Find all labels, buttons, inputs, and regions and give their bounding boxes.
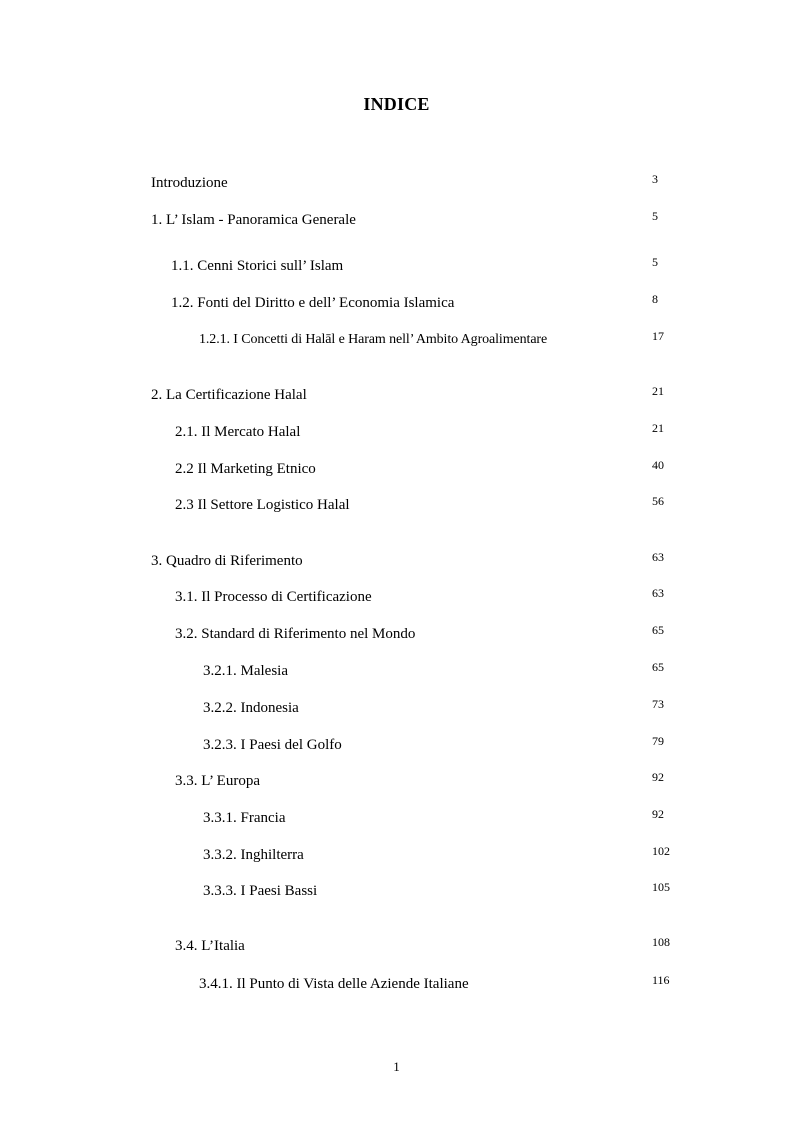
toc-entry-page: 92 (652, 770, 664, 784)
toc-entry-subsection-3-3-3 (0, 880, 793, 905)
toc-entry-label: 3.3.2. Inghilterra (203, 847, 304, 863)
toc-entry-label: 3.3. L’ Europa (175, 773, 260, 789)
toc-entry-page: 65 (652, 623, 664, 637)
toc-entry-label: 3.2. Standard di Riferimento nel Mondo (175, 626, 416, 642)
toc-entry-page: 63 (652, 550, 664, 564)
toc-entry-page: 102 (652, 844, 670, 858)
toc-entry-label: 1.1. Cenni Storici sull’ Islam (171, 258, 344, 274)
toc-entry-page: 56 (652, 494, 664, 508)
toc-entry-label: 3.1. Il Processo di Certificazione (175, 589, 372, 605)
toc-entry-label: 3.2.2. Indonesia (203, 700, 299, 716)
toc-entry-chapter-3 (0, 550, 793, 575)
toc-entry-subsection-1-2-1 (0, 329, 793, 354)
toc-entry-section-3-4 (0, 935, 793, 960)
toc-entry-page: 17 (652, 329, 664, 343)
toc-entry-label: 2.2 Il Marketing Etnico (175, 461, 316, 477)
toc-entry-subsection-3-3-1 (0, 807, 793, 832)
toc-entry-section-2-1 (0, 421, 793, 446)
toc-entry-page: 5 (652, 255, 658, 269)
toc-entry-label: 2.3 Il Settore Logistico Halal (175, 497, 350, 513)
toc-entry-page: 79 (652, 734, 664, 748)
toc-entry-subsection-3-2-1 (0, 660, 793, 685)
toc-entry-label: 1. L’ Islam - Panoramica Generale (151, 212, 356, 228)
toc-entry-label: 3.2.3. I Paesi del Golfo (203, 737, 342, 753)
toc-entry-chapter-2 (0, 384, 793, 409)
toc-entry-label: 2.1. Il Mercato Halal (175, 424, 301, 440)
toc-entry-label: 3.4. L’Italia (175, 938, 245, 954)
toc-entry-page: 116 (652, 973, 670, 987)
toc-entry-page: 8 (652, 292, 658, 306)
toc-entry-page: 92 (652, 807, 664, 821)
toc-entry-page: 73 (652, 697, 664, 711)
toc-entry-page: 108 (652, 935, 670, 949)
toc-entry-label: 2. La Certificazione Halal (151, 387, 307, 403)
toc-entry-subsection-3-3-2 (0, 844, 793, 869)
toc-entry-introduzione (0, 172, 793, 197)
toc-entry-label: 3. Quadro di Riferimento (151, 553, 303, 569)
toc-entry-label: 3.3.3. I Paesi Bassi (203, 883, 318, 899)
toc-entry-label: 3.3.1. Francia (203, 810, 286, 826)
toc-entry-section-1-2 (0, 292, 793, 317)
toc-entry-label: 1.2.1. I Concetti di Halāl e Haram nell’ Ambito Agroalimentare (199, 332, 548, 347)
toc-entry-page: 63 (652, 586, 664, 600)
toc-entry-subsection-3-4-1 (0, 973, 793, 998)
document-title: INDICE (363, 94, 430, 114)
toc-entry-label: Introduzione (151, 175, 228, 191)
toc-entry-label: 3.4.1. Il Punto di Vista delle Aziende Italiane (199, 976, 469, 992)
toc-entry-chapter-1 (0, 209, 793, 234)
toc-entry-page: 65 (652, 660, 664, 674)
toc-entry-section-3-1 (0, 586, 793, 611)
toc-entry-page: 21 (652, 384, 664, 398)
toc-entry-page: 40 (652, 458, 664, 472)
toc-entry-page: 105 (652, 880, 670, 894)
toc-entry-label: 3.2.1. Malesia (203, 663, 288, 679)
toc-entry-subsection-3-2-2 (0, 697, 793, 722)
toc-entry-section-2-2 (0, 458, 793, 483)
toc-entry-section-2-3 (0, 494, 793, 519)
toc-entry-page: 3 (652, 172, 658, 186)
toc-entry-subsection-3-2-3 (0, 734, 793, 759)
toc-entry-page: 21 (652, 421, 664, 435)
toc-entry-page: 5 (652, 209, 658, 223)
toc-entry-section-3-2 (0, 623, 793, 648)
toc-entry-section-3-3 (0, 770, 793, 795)
toc-entry-section-1-1 (0, 255, 793, 280)
page-number: 1 (393, 1059, 400, 1074)
toc-entry-label: 1.2. Fonti del Diritto e dell’ Economia Islamica (171, 295, 455, 311)
